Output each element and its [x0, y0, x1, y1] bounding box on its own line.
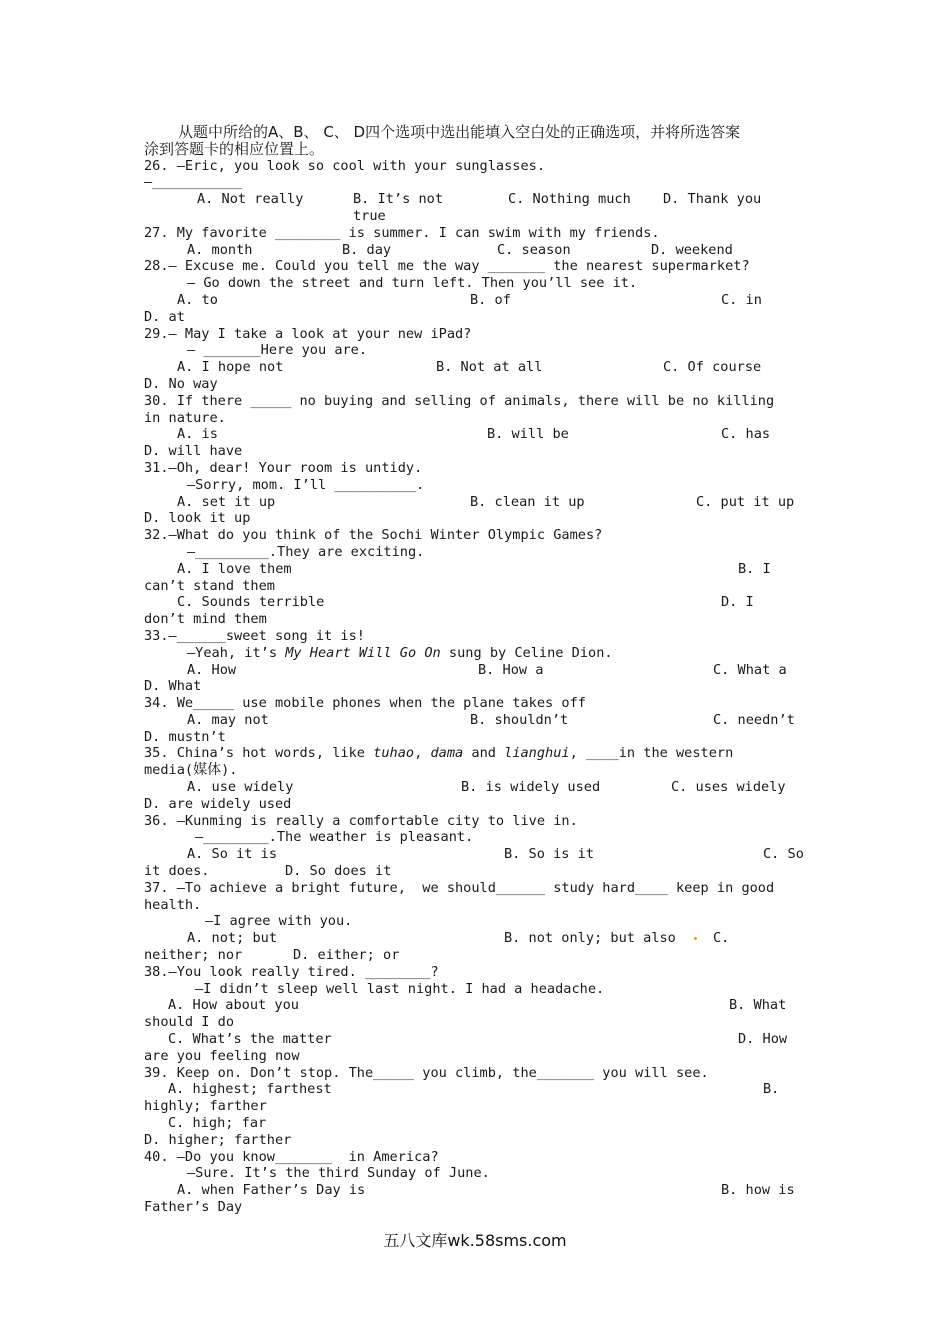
question-27-stem: 27. My favorite ________ is summer. I can swim with my friends. [144, 224, 660, 241]
question-32-stem: 32.—What do you think of the Sochi Winter Olympic Games? [144, 527, 603, 544]
stem-text-end: ). [221, 762, 238, 779]
option-b: B. will be [487, 426, 569, 443]
option-d: D. mustn’t [144, 728, 226, 745]
option-d: D. weekend [651, 241, 733, 258]
question-28-reply: — Go down the street and turn left. Then you’ll see it. [187, 275, 638, 292]
option-c: C. high; far [168, 1115, 267, 1132]
separator: , [414, 745, 431, 762]
option-d: D. higher; farther [144, 1131, 292, 1148]
option-b: B. of [470, 291, 511, 308]
question-31-reply: —Sorry, mom. I’ll __________. [187, 476, 425, 493]
question-37-options-row-2 [144, 947, 812, 964]
option-d: D. So does it [285, 863, 392, 880]
option-b: B. day [342, 241, 392, 258]
option-b: B. shouldn’t [470, 711, 569, 728]
question-38-options-row-1 [144, 997, 812, 1014]
option-c: C. So [763, 846, 804, 863]
question-38-options-row-2 [144, 1031, 812, 1048]
question-37-reply: —I agree with you. [205, 913, 353, 930]
question-31-options [144, 494, 812, 511]
option-d: D. What [144, 678, 202, 695]
question-32-options-row-2 [144, 594, 812, 611]
option-d: D. either; or [293, 947, 400, 964]
question-38-stem: 38.—You look really tired. ________? [144, 963, 439, 980]
option-c: C. Of course [663, 359, 762, 376]
exam-section [144, 124, 812, 1216]
option-a: A. set it up [177, 493, 276, 510]
footer-watermark: 五八文库wk.58sms.com [383, 1231, 567, 1250]
song-title: My Heart Will Go On [285, 644, 441, 661]
option-d: D. are widely used [144, 795, 292, 812]
question-36-stem: 36. —Kunming is really a comfortable city to live in. [144, 812, 578, 829]
option-b: B. how is [721, 1182, 795, 1199]
option-d: D. No way [144, 375, 218, 392]
option-b-continued: highly; farther [144, 1098, 267, 1115]
question-29-stem: 29.— May I take a look at your new iPad? [144, 325, 472, 342]
option-a: A. is [177, 426, 218, 443]
instructions-line-2: 涂到答题卡的相应位置上。 [144, 139, 325, 158]
option-a: A. So it is [187, 846, 278, 863]
option-a: A. How about you [168, 997, 299, 1014]
option-b: B. It’s not [353, 191, 444, 208]
option-c: C. [713, 930, 730, 947]
question-33-stem: 33.—______sweet song it is! [144, 627, 365, 644]
question-32-reply: —_________.They are exciting. [187, 543, 425, 560]
chinese-gloss: 媒体 [193, 762, 222, 779]
question-40-reply: —Sure. It’s the third Sunday of June. [187, 1165, 490, 1182]
separator: and [463, 745, 505, 762]
option-d: D. Thank you [663, 191, 762, 208]
question-39-options-row-1 [144, 1081, 812, 1098]
option-d-continued: are you feeling now [144, 1047, 300, 1064]
option-b-continued: can’t stand them [144, 577, 275, 594]
question-30-stem-continued: in nature. [144, 409, 226, 426]
option-a: A. to [177, 291, 218, 308]
option-b: B. How a [478, 661, 544, 678]
question-32-options-row-1 [144, 561, 812, 578]
option-c: C. What a [713, 661, 787, 678]
option-b-continued: Father’s Day [144, 1199, 243, 1215]
option-a: A. Not really [197, 191, 304, 208]
option-b: B. [763, 1081, 780, 1098]
question-27-options [144, 242, 812, 259]
option-d: D. How [738, 1031, 788, 1048]
option-a: A. How [187, 661, 237, 678]
hot-word-lianghui: lianghui [504, 745, 570, 762]
question-26-options [144, 191, 812, 208]
option-d: D. at [144, 308, 185, 325]
option-b: B. So is it [504, 846, 595, 863]
stem-text: 35. China’s hot words, like [144, 745, 374, 762]
reply-text: —Yeah, it’s [187, 644, 286, 661]
option-a: A. highest; farthest [168, 1081, 332, 1098]
question-33-reply [144, 645, 812, 662]
question-34-options [144, 712, 812, 729]
question-33-options [144, 662, 812, 679]
hot-word-tuhao: tuhao [373, 745, 415, 762]
option-a: A. when Father’s Day is [177, 1182, 366, 1199]
option-c: C. uses widely [671, 779, 786, 796]
question-36-reply: —________.The weather is pleasant. [195, 829, 474, 846]
stem-text-end: , ____in the western [569, 745, 734, 762]
question-34-stem: 34. We_____ use mobile phones when the plane takes off [144, 695, 586, 712]
question-37-stem: 37. —To achieve a bright future, we should______ study hard____ keep in good [144, 879, 775, 896]
question-28-stem: 28.— Excuse me. Could you tell me the way _______ the nearest supermarket? [144, 258, 750, 275]
question-38-reply: —I didn’t sleep well last night. I had a headache. [195, 980, 605, 997]
stem-text: media( [144, 762, 194, 779]
option-a: A. may not [187, 711, 269, 728]
question-26-answer-blank: —___________ [144, 174, 243, 191]
question-39-stem: 39. Keep on. Don’t stop. The_____ you climb, the_______ you will see. [144, 1064, 709, 1081]
option-c: C. put it up [696, 493, 795, 510]
hot-word-dama: dama [430, 745, 464, 762]
option-c: C. season [497, 241, 571, 258]
question-40-stem: 40. —Do you know_______ in America? [144, 1148, 439, 1165]
question-37-options [144, 930, 812, 947]
question-29-options [144, 359, 812, 376]
option-d: D. look it up [144, 510, 251, 527]
question-36-options [144, 846, 812, 863]
option-b-continued: should I do [144, 1014, 235, 1031]
question-26-stem: 26. —Eric, you look so cool with your sunglasses. [144, 157, 546, 174]
question-36-options-row-2 [144, 863, 812, 880]
option-c: C. Nothing much [508, 191, 631, 208]
question-28-options [144, 292, 812, 309]
option-c-continued: neither; nor [144, 947, 243, 964]
question-31-stem: 31.—Oh, dear! Your room is untidy. [144, 459, 423, 476]
question-35-options [144, 779, 812, 796]
question-35-stem-continued [144, 762, 812, 779]
option-b: B. clean it up [470, 493, 585, 510]
question-29-reply: — _______Here you are. [187, 342, 368, 359]
question-37-stem-continued: health. [144, 896, 202, 913]
option-b: B. not only; but also [504, 930, 676, 947]
decorative-dot [694, 930, 697, 947]
reply-text-end: sung by Celine Dion. [440, 644, 613, 661]
option-c-continued: it does. [144, 863, 210, 880]
option-a: A. month [187, 241, 253, 258]
question-35-stem [144, 745, 812, 762]
option-b: B. is widely used [461, 779, 601, 796]
option-a: A. use widely [187, 779, 294, 796]
option-b: B. I [738, 560, 771, 577]
option-c: C. in [721, 291, 762, 308]
option-c: C. has [721, 426, 771, 443]
option-b: B. What [729, 997, 787, 1014]
option-c: C. Sounds terrible [177, 594, 325, 611]
instructions-line-1: 从题中所给的A、B、 C、 D四个选项中选出能填入空白处的正确选项，并将所选答案 [178, 123, 741, 141]
option-c: C. What’s the matter [168, 1031, 332, 1048]
option-c: C. needn’t [713, 711, 795, 728]
option-d: D. I [721, 594, 754, 611]
question-40-options [144, 1182, 812, 1199]
option-a: A. not; but [187, 930, 278, 947]
question-30-stem: 30. If there _____ no buying and selling of animals, there will be no killing [144, 392, 775, 409]
option-b: B. Not at all [436, 359, 543, 376]
question-30-options [144, 426, 812, 443]
option-d: D. will have [144, 443, 243, 460]
option-a: A. I hope not [177, 359, 284, 376]
option-d-continued: don’t mind them [144, 611, 267, 628]
option-a: A. I love them [177, 560, 292, 577]
option-b-continued: true [353, 207, 386, 224]
